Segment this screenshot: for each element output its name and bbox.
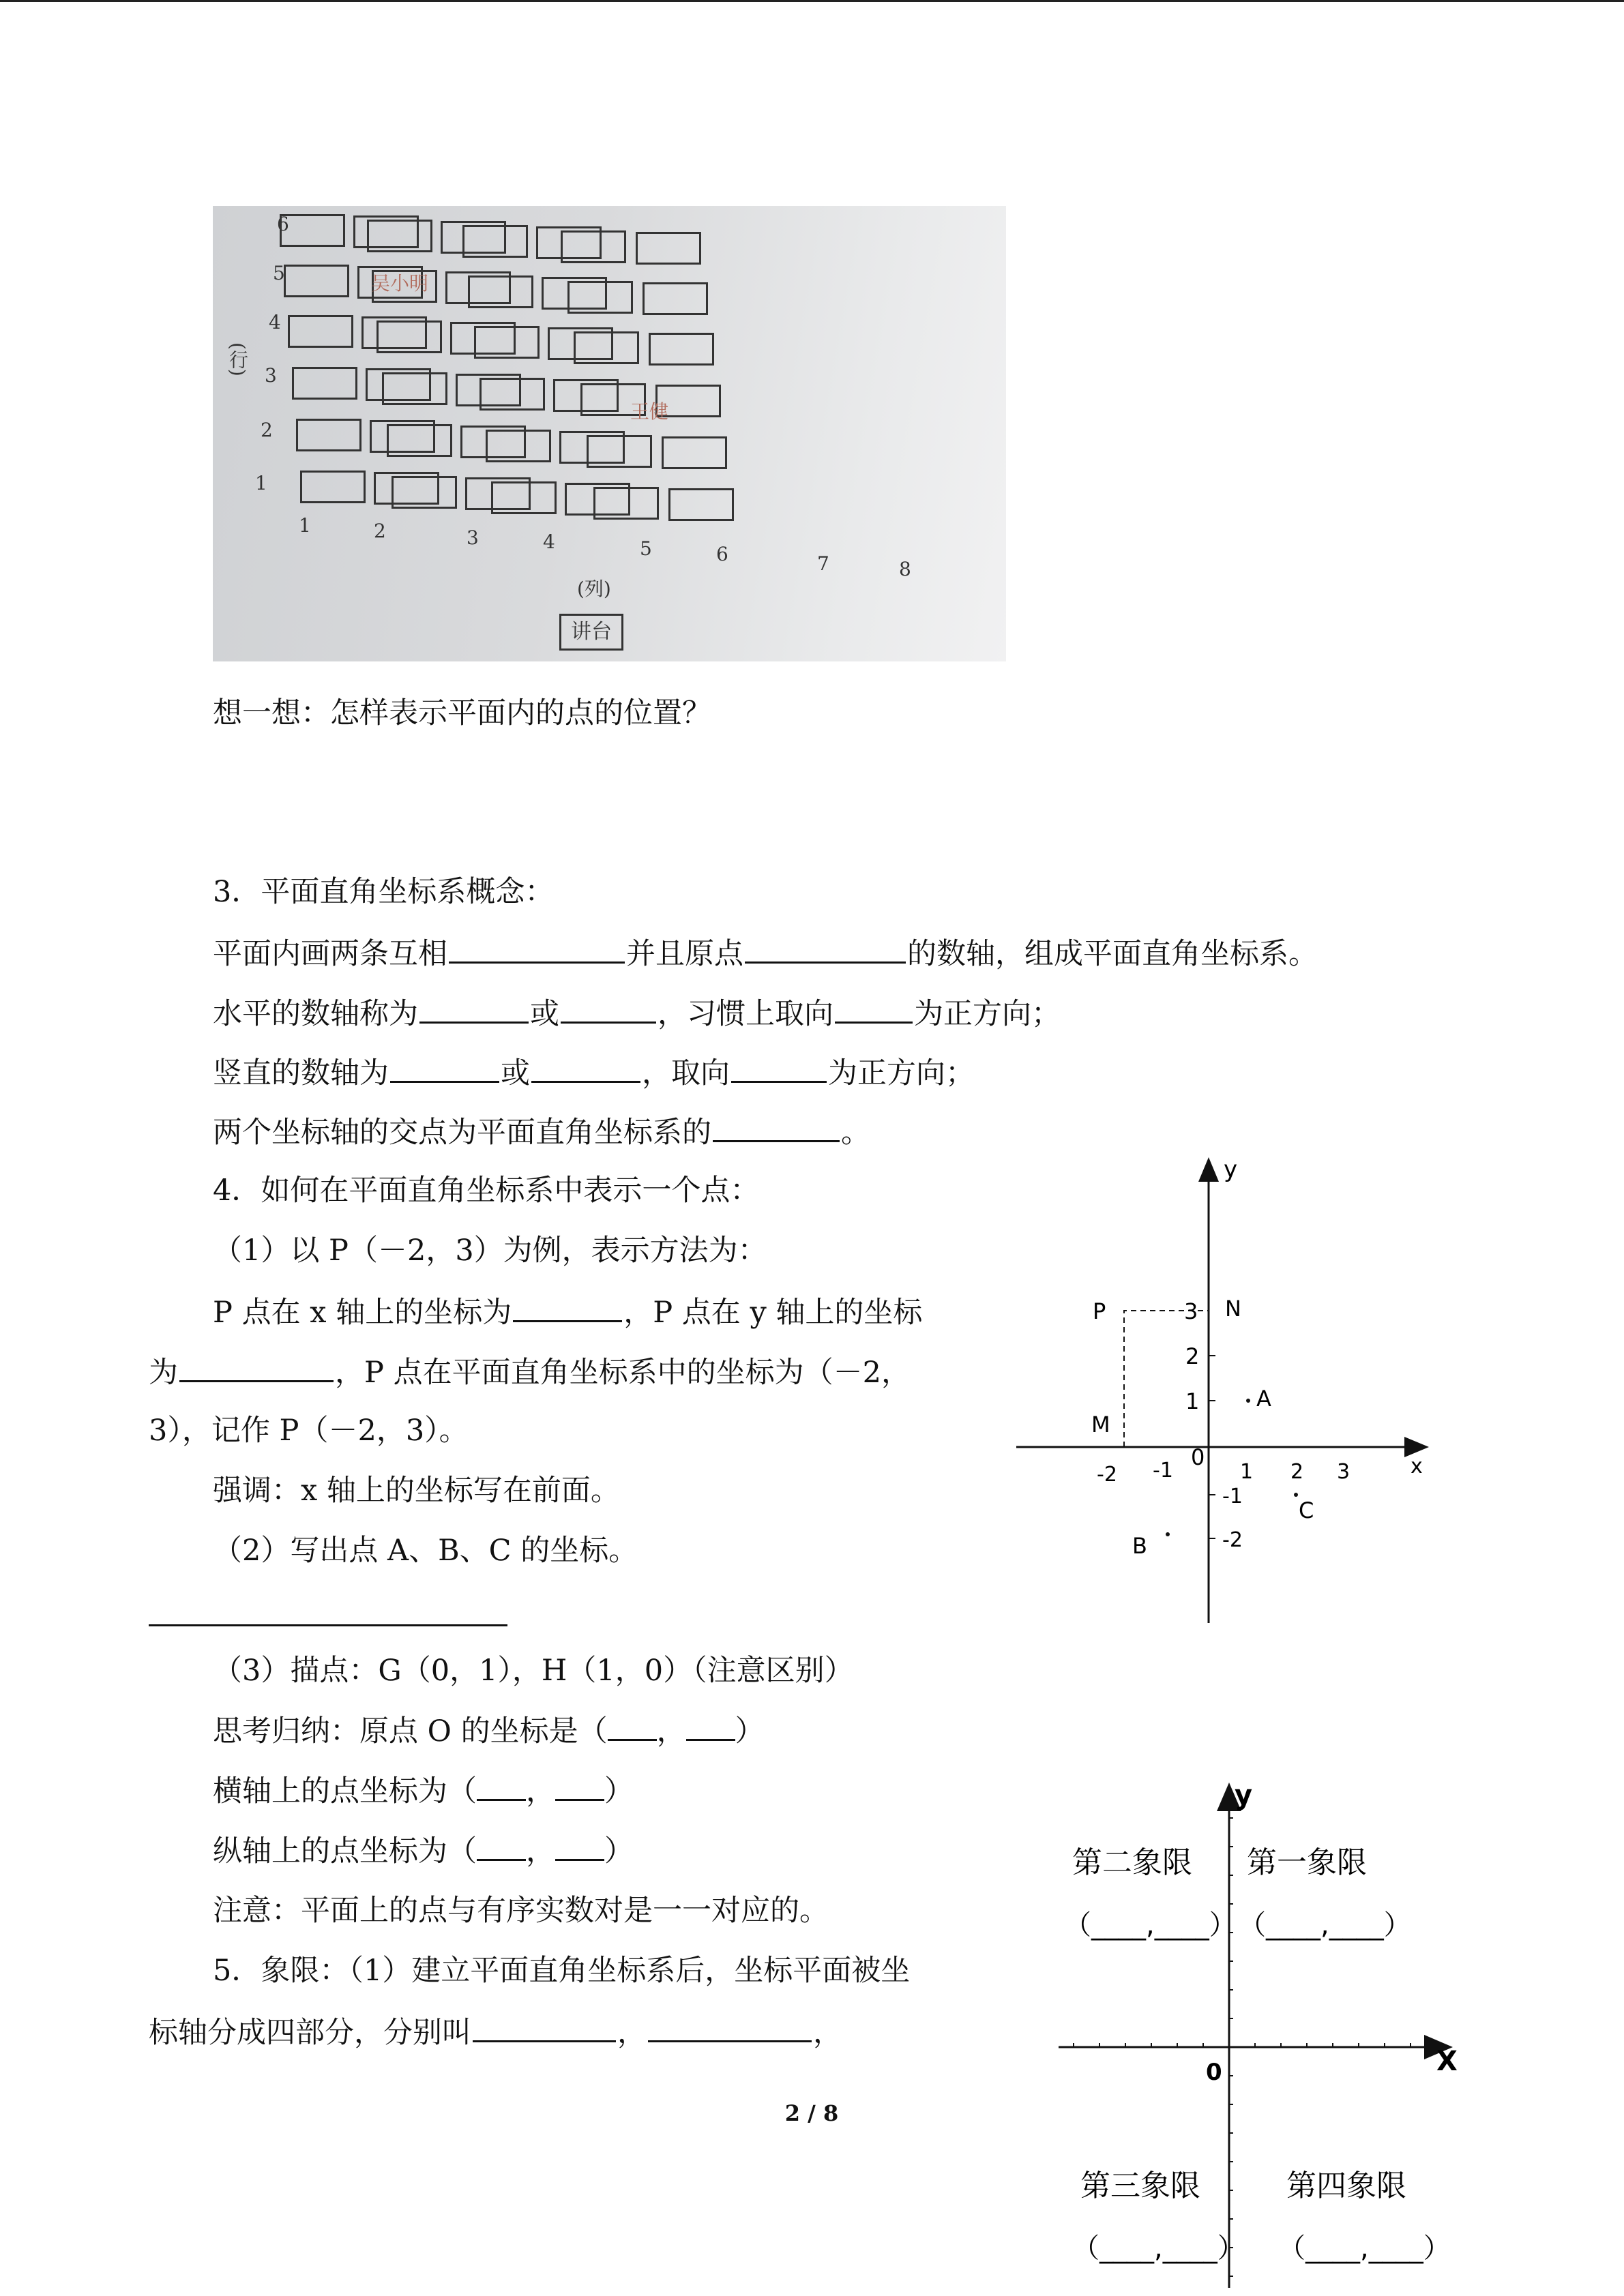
text-segment: P 点在 x 轴上的坐标为 — [213, 1296, 512, 1330]
fill-blank[interactable] — [835, 994, 913, 1024]
row-label-6: 6 — [277, 213, 289, 235]
seat-box — [284, 265, 349, 297]
col-label-5: 5 — [640, 537, 652, 560]
text-segment: ， — [813, 2016, 842, 2050]
seat-box — [392, 476, 457, 509]
seat-box — [486, 430, 551, 462]
row-label-5: 5 — [273, 262, 285, 284]
point-c-dot — [1294, 1493, 1298, 1497]
col-label-7: 7 — [817, 552, 829, 575]
summary-x-axis — [213, 1773, 634, 1809]
x-tick-label: 1 — [1240, 1460, 1254, 1484]
text-segment: 为正方向； — [914, 997, 1061, 1031]
point-c-label: C — [1299, 1497, 1314, 1523]
col-axis-label: (列) — [577, 578, 611, 600]
text-segment: 的数轴，组成平面直角坐标系。 — [907, 937, 1318, 971]
seat-box — [280, 214, 345, 247]
fill-blank[interactable] — [731, 1054, 827, 1083]
seat-box — [387, 424, 452, 457]
student-name-1: 吴小明 — [371, 272, 429, 295]
text-segment: ，习惯上取向 — [658, 997, 833, 1031]
point-m-label: M — [1091, 1412, 1110, 1437]
origin-label: 0 — [1206, 2059, 1222, 2086]
origin-label: 0 — [1191, 1444, 1205, 1470]
text-segment: 两个坐标轴的交点为平面直角坐标系的 — [213, 1116, 711, 1150]
fill-blank[interactable] — [513, 1293, 622, 1322]
y-tick-label: -2 — [1222, 1528, 1243, 1552]
section-3-line-1 — [213, 934, 1318, 972]
seat-box — [292, 367, 357, 400]
text-segment: 为正方向； — [828, 1056, 975, 1090]
fill-blank[interactable] — [555, 1773, 604, 1801]
seat-box — [593, 487, 659, 520]
quadrant-4-coord: （____,____） — [1278, 2233, 1451, 2264]
point-n-label: N — [1225, 1296, 1241, 1322]
seat-box — [649, 333, 714, 366]
text-segment: 纵轴上的点坐标为（ — [213, 1834, 477, 1868]
section-4-item-2: （2）写出点 A、B、C 的坐标。 — [213, 1534, 638, 1568]
y-tick-label: -1 — [1222, 1485, 1243, 1508]
fill-blank[interactable] — [648, 2013, 812, 2042]
text-segment: 。 — [841, 1116, 870, 1150]
student-name-2: 王健 — [630, 400, 669, 423]
page-number: 2 / 8 — [784, 2100, 839, 2126]
text-segment: ） — [735, 1714, 765, 1748]
summary-origin — [213, 1713, 765, 1749]
point-a-dot — [1246, 1399, 1250, 1403]
text-segment: 水平的数轴称为 — [213, 997, 418, 1031]
section-4-title: 4．如何在平面直角坐标系中表示一个点： — [213, 1174, 760, 1208]
fill-blank[interactable] — [561, 994, 656, 1024]
p-dashed-guide — [1124, 1311, 1209, 1447]
fill-blank[interactable] — [473, 2013, 616, 2042]
col-label-1: 1 — [299, 514, 311, 537]
seat-box — [300, 471, 366, 503]
row-axis-label: (行) — [226, 342, 249, 376]
text-segment: ，P 点在 y 轴上的坐标 — [623, 1296, 923, 1330]
section-3-title: 3．平面直角坐标系概念： — [213, 875, 555, 909]
podium-box: 讲台 — [559, 614, 623, 651]
quadrants-graph — [1050, 1780, 1487, 2291]
text-segment: 并且原点 — [626, 937, 743, 971]
col-label-2: 2 — [374, 520, 386, 542]
section-4-line-3: 3），记作 P（－2，3）。 — [149, 1414, 469, 1448]
point-p-label: P — [1093, 1298, 1106, 1324]
point-b-dot — [1166, 1532, 1170, 1536]
correspondence-note: 注意：平面上的点与有序实数对是一一对应的。 — [213, 1894, 829, 1928]
text-segment: 竖直的数轴为 — [213, 1056, 389, 1090]
quadrant-3-label: 第三象限 — [1080, 2168, 1200, 2203]
section-4-item-1: （1）以 P（－2，3）为例，表示方法为： — [213, 1234, 767, 1268]
quadrant-2-coord: （____,____） — [1064, 1909, 1237, 1941]
section-3-line-4 — [213, 1113, 870, 1150]
row-label-1: 1 — [255, 472, 267, 494]
text-segment: 或 — [501, 1056, 530, 1090]
seat-box — [561, 230, 626, 263]
y-axis-label: y — [1224, 1156, 1238, 1183]
text-segment: ， — [656, 1714, 686, 1748]
fill-blank[interactable] — [608, 1713, 657, 1741]
quadrant-3-coord: （____,____） — [1072, 2233, 1245, 2264]
section-3-line-2 — [213, 994, 1061, 1032]
fill-blank[interactable] — [477, 1773, 526, 1801]
point-a-label: A — [1256, 1386, 1271, 1412]
seat-box — [567, 281, 633, 314]
col-label-8: 8 — [899, 558, 911, 580]
section-4-line-2 — [149, 1353, 911, 1390]
fill-blank[interactable] — [686, 1713, 735, 1741]
row-label-3: 3 — [265, 364, 277, 387]
section-5-line-2 — [149, 2013, 842, 2051]
x-tick-label: 3 — [1337, 1460, 1350, 1484]
top-border — [0, 0, 1624, 2]
text-segment: 为 — [149, 1356, 178, 1390]
y-tick-label: 3 — [1184, 1298, 1198, 1324]
x-tick-label: 2 — [1290, 1460, 1304, 1484]
quadrant-4-label: 第四象限 — [1286, 2168, 1406, 2203]
quadrant-1-coord: （____,____） — [1239, 1909, 1411, 1941]
text-segment: ，P 点在平面直角坐标系中的坐标为（－2， — [335, 1356, 911, 1390]
seat-box — [574, 331, 639, 364]
point-b-label: B — [1132, 1533, 1147, 1559]
fill-blank[interactable] — [390, 1054, 499, 1083]
seat-box — [288, 315, 353, 348]
think-question: 想一想：怎样表示平面内的点的位置？ — [213, 696, 711, 730]
text-segment: ，取向 — [642, 1056, 730, 1090]
seat-box — [668, 488, 734, 521]
text-segment: ， — [526, 1834, 555, 1868]
text-segment: 或 — [530, 997, 559, 1031]
row-label-4: 4 — [269, 311, 281, 333]
seat-box — [377, 320, 442, 353]
y-tick-label: 1 — [1185, 1388, 1200, 1414]
seat-box — [382, 372, 447, 405]
fill-blank[interactable] — [531, 1054, 640, 1083]
fill-blank[interactable] — [713, 1113, 840, 1142]
x-tick-label: -1 — [1153, 1459, 1173, 1482]
seat-box — [662, 436, 727, 469]
fill-blank[interactable] — [179, 1353, 334, 1382]
section-3-line-3 — [213, 1054, 975, 1091]
coordinate-graph-points — [1009, 1152, 1446, 1643]
seat-box — [474, 326, 540, 359]
x-axis-label: x — [1411, 1455, 1423, 1478]
fill-blank[interactable] — [745, 934, 906, 964]
col-label-4: 4 — [543, 531, 555, 553]
seat-box — [296, 419, 361, 451]
fill-blank[interactable] — [477, 1833, 526, 1861]
row-label-2: 2 — [261, 419, 273, 441]
fill-blank[interactable] — [449, 934, 625, 964]
text-segment: 思考归纳：原点 O 的坐标是（ — [213, 1714, 608, 1748]
text-segment: 横轴上的点坐标为（ — [213, 1774, 477, 1808]
answer-line[interactable] — [149, 1624, 507, 1626]
seat-box — [636, 232, 701, 265]
x-axis-label: X — [1436, 2046, 1458, 2077]
seat-box — [462, 225, 528, 258]
seat-box — [587, 435, 652, 468]
text-segment: ， — [617, 2016, 647, 2050]
seat-box — [468, 275, 533, 308]
summary-y-axis — [213, 1833, 634, 1869]
seat-box — [491, 481, 557, 514]
x-tick-label: -2 — [1097, 1463, 1117, 1487]
quadrant-1-label: 第一象限 — [1247, 1845, 1367, 1880]
col-label-6: 6 — [716, 543, 728, 565]
col-label-3: 3 — [467, 526, 479, 549]
text-segment: 平面内画两条互相 — [213, 937, 447, 971]
quadrant-2-label: 第二象限 — [1072, 1845, 1192, 1880]
text-segment: ） — [604, 1774, 634, 1808]
fill-blank[interactable] — [419, 994, 529, 1024]
y-tick-label: 2 — [1185, 1343, 1200, 1369]
seat-box — [479, 378, 545, 411]
y-axis-label: y — [1235, 1780, 1253, 1811]
seat-box — [367, 220, 432, 252]
seating-chart-photo — [213, 206, 1006, 661]
section-4-line-1 — [213, 1293, 922, 1330]
text-segment: ） — [604, 1834, 634, 1868]
fill-blank[interactable] — [555, 1833, 604, 1861]
seat-box — [643, 282, 708, 315]
section-4-item-3: （3）描点：G（0，1），H（1，0）（注意区别） — [213, 1654, 854, 1688]
emphasis-note: 强调：x 轴上的坐标写在前面。 — [213, 1474, 620, 1508]
text-segment: ， — [526, 1774, 555, 1808]
text-segment: 标轴分成四部分，分别叫 — [149, 2016, 471, 2050]
section-5-line-1: 5．象限：（1）建立平面直角坐标系后，坐标平面被坐 — [213, 1954, 911, 1988]
